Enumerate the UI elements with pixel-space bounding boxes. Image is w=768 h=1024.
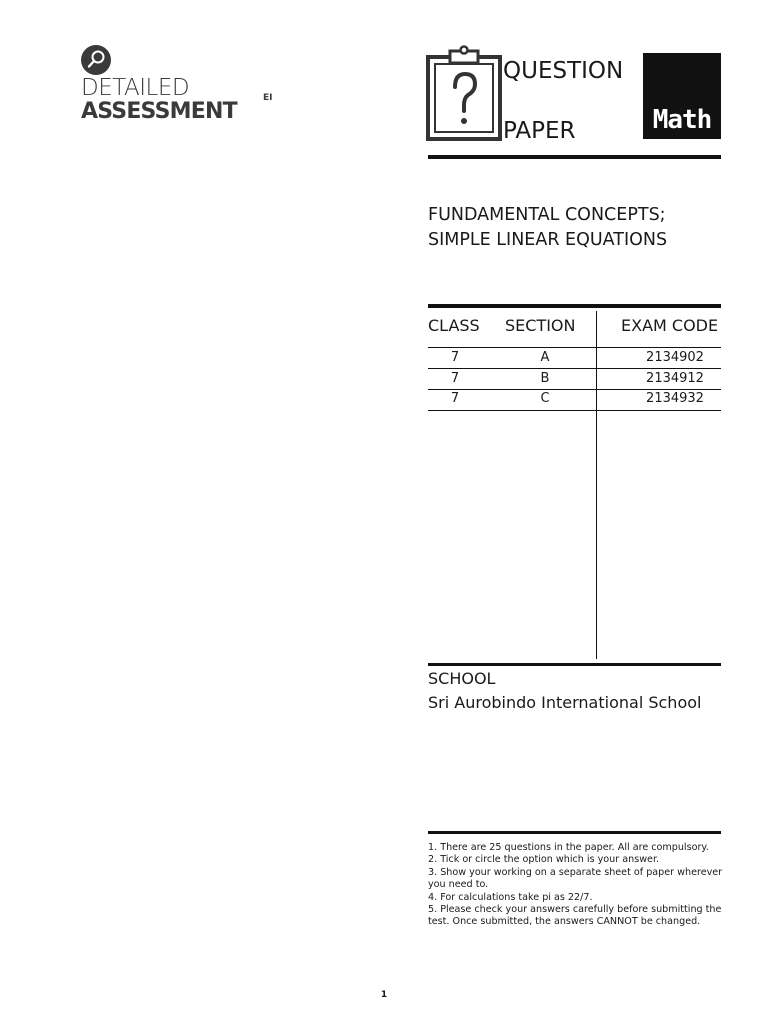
logo-superscript: EI xyxy=(263,93,273,103)
row-3-section: C xyxy=(540,391,550,406)
clipboard-question-icon xyxy=(426,45,502,141)
school-label: SCHOOL xyxy=(428,669,496,688)
table-header-rule xyxy=(428,347,721,348)
instruction-item: 3. Show your working on a separate sheet of paper wherever you need to. xyxy=(428,866,723,891)
row-1-section: A xyxy=(540,350,550,365)
row-3-exam-code: 2134932 xyxy=(646,391,704,406)
school-name: Sri Aurobindo International School xyxy=(428,693,702,712)
topic-line-1: FUNDAMENTAL CONCEPTS; xyxy=(428,205,666,225)
table-row-rule xyxy=(428,389,721,390)
instructions-list xyxy=(428,842,723,929)
row-2-section: B xyxy=(540,371,550,386)
instruction-item: 5. Please check your answers carefully before submitting the test. Once submitted, the answers CANNOT be changed. xyxy=(428,904,722,928)
topic-title xyxy=(428,203,667,252)
header-section: SECTION xyxy=(505,316,576,335)
row-1-class: 7 xyxy=(450,350,460,365)
instruction-item: 2. Tick or circle the option which is your answer. xyxy=(428,854,660,866)
logo-text-detailed: DETAILED xyxy=(81,75,190,101)
logo-text-assessment: ASSESSMENT xyxy=(81,99,237,124)
header-class: CLASS xyxy=(428,316,480,335)
table-row-rule xyxy=(428,368,721,369)
instruction-item: 1. There are 25 questions in the paper. All are compulsory. xyxy=(428,842,709,853)
table-row-rule xyxy=(428,410,721,411)
header-exam-code: EXAM CODE xyxy=(621,316,719,335)
table-top-rule xyxy=(428,304,721,308)
topic-line-2: SIMPLE LINEAR EQUATIONS xyxy=(428,229,668,250)
magnifier-icon xyxy=(81,45,111,75)
title-line-1: QUESTION xyxy=(503,58,624,84)
subject-label: Math xyxy=(652,105,712,135)
subject-badge xyxy=(643,53,721,139)
row-3-class: 7 xyxy=(450,391,460,406)
instruction-item: 4. For calculations take pi as 22/7. xyxy=(428,891,593,903)
page-number: 1 xyxy=(380,990,388,1000)
table-divider xyxy=(596,311,597,659)
row-2-class: 7 xyxy=(450,371,460,386)
row-1-exam-code: 2134902 xyxy=(646,350,704,365)
school-rule xyxy=(428,663,721,666)
row-2-exam-code: 2134912 xyxy=(646,371,704,386)
instructions-rule xyxy=(428,831,721,834)
title-line-2: PAPER xyxy=(503,118,576,144)
header-rule xyxy=(428,155,721,159)
